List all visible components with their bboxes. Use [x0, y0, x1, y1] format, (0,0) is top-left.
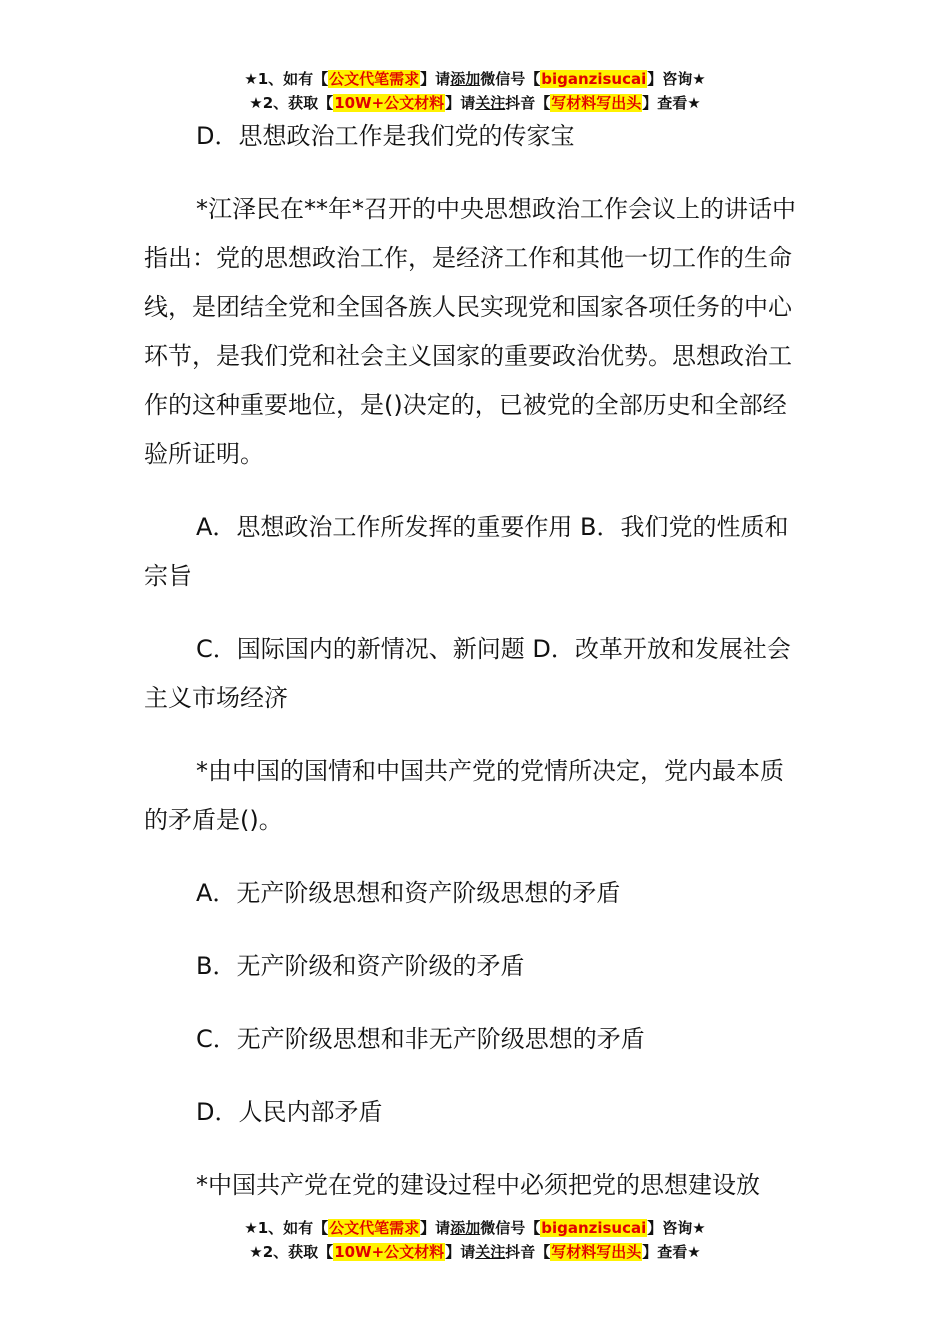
- highlight-materials: 10W+公文材料: [334, 1243, 445, 1261]
- option-b: B．无产阶级和资产阶级的矛盾: [196, 952, 525, 980]
- highlight-douyin-account: 写材料写出头: [551, 94, 642, 112]
- highlight-wechat-id: biganzisucai: [541, 1219, 647, 1237]
- option-d: D．人民内部矛盾: [196, 1098, 383, 1126]
- banner-line-1: ★1、如有【公文代笔需求】请添加微信号【biganzisucai】咨询★: [244, 70, 706, 88]
- header-banner: [0, 67, 950, 115]
- banner-line-1: ★1、如有【公文代笔需求】请添加微信号【biganzisucai】咨询★: [244, 1219, 706, 1237]
- footer-banner: [0, 1216, 950, 1264]
- question-paragraph: *江泽民在**年*召开的中央思想政治工作会议上的讲话中指出：党的思想政治工作，是经济工作和其他一切工作的生命线，是团结全党和全国各族人民实现党和国家各项任务的中心环节，是我们党和社会主义国家的重要政治优势。思想政治工作的这种重要地位，是()决定的，已被党的全部历史和全部经验所证明。: [144, 195, 796, 468]
- highlight-materials: 10W+公文材料: [334, 94, 445, 112]
- options-a-b: A．思想政治工作所发挥的重要作用 B．我们党的性质和宗旨: [144, 513, 789, 590]
- options-c-d: C．国际国内的新情况、新问题 D．改革开放和发展社会主义市场经济: [144, 635, 791, 712]
- option-a: A．无产阶级思想和资产阶级思想的矛盾: [196, 879, 621, 907]
- highlight-douyin-account: 写材料写出头: [551, 1243, 642, 1261]
- question-paragraph: *中国共产党在党的建设过程中必须把党的思想建设放: [196, 1171, 760, 1199]
- option-c: C．无产阶级思想和非无产阶级思想的矛盾: [196, 1025, 645, 1053]
- highlight-wechat-id: biganzisucai: [541, 70, 647, 88]
- document-body: [144, 112, 806, 1210]
- banner-line-2: ★2、获取【10W+公文材料】请关注抖音【写材料写出头】查看★: [249, 1243, 701, 1261]
- banner-line-2: ★2、获取【10W+公文材料】请关注抖音【写材料写出头】查看★: [249, 94, 701, 112]
- option-d: D．思想政治工作是我们党的传家宝: [196, 122, 575, 150]
- highlight-service: 公文代笔需求: [329, 70, 420, 88]
- question-paragraph: *由中国的国情和中国共产党的党情所决定，党内最本质的矛盾是()。: [144, 757, 784, 834]
- highlight-service: 公文代笔需求: [329, 1219, 420, 1237]
